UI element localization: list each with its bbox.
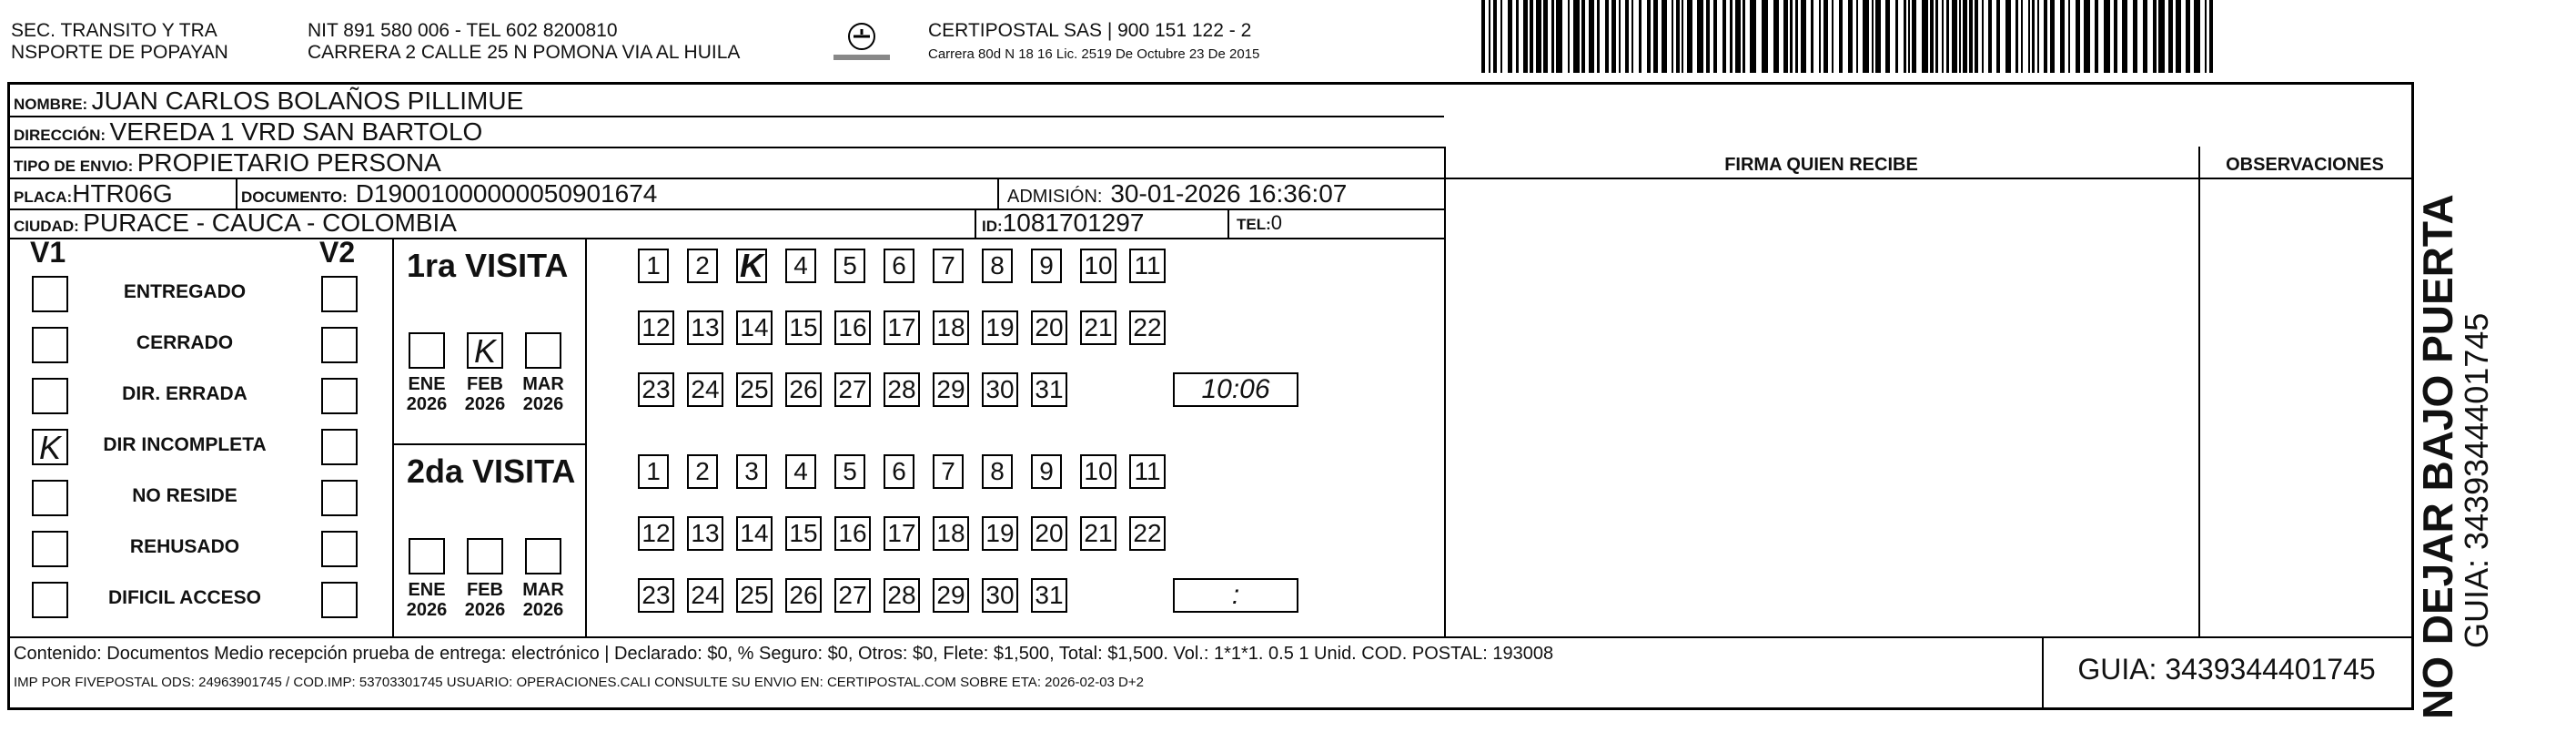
id-number: 1081701297 — [1002, 208, 1145, 237]
day-box[interactable]: 30 — [982, 372, 1018, 407]
month-checkbox[interactable] — [467, 538, 503, 574]
day-box[interactable]: 9 — [1031, 249, 1062, 283]
barcode-bar — [1523, 0, 1528, 73]
day-box[interactable]: 11 — [1129, 249, 1166, 283]
barcode-bar — [1647, 0, 1651, 73]
barcode-bar — [1750, 0, 1756, 73]
barcode-bar — [1823, 0, 1828, 73]
check-mark: K — [474, 332, 497, 370]
day-box[interactable]: 20 — [1031, 516, 1067, 551]
barcode-bar — [1908, 0, 1910, 73]
barcode-bar — [1619, 0, 1621, 73]
plate-row: PLACA:HTR06G — [14, 179, 173, 208]
status-option-label: REHUSADO — [129, 536, 240, 557]
barcode-bar — [1952, 0, 1957, 73]
barcode-bar — [1832, 0, 1834, 73]
barcode-bar — [2158, 0, 2165, 73]
sender-name-line1: SEC. TRANSITO Y TRA — [11, 20, 217, 41]
barcode-bar — [1819, 0, 1821, 73]
barcode-bar — [1872, 0, 1874, 73]
document-row: DOCUMENTO: D19001000000050901674 — [241, 179, 658, 208]
barcode-bar — [1676, 0, 1680, 73]
barcode-bar — [1500, 0, 1502, 73]
day-box[interactable]: 15 — [785, 516, 822, 551]
day-box[interactable]: 21 — [1080, 516, 1116, 551]
company-logo-icon — [830, 18, 894, 66]
admission-row: ADMISIÓN: 30-01-2026 16:36:07 — [1007, 179, 1348, 208]
day-box[interactable]: 6 — [884, 249, 914, 283]
barcode-bar — [1801, 0, 1806, 73]
barcode-bar — [2068, 0, 2070, 73]
admission-date: 30-01-2026 16:36:07 — [1110, 179, 1348, 208]
sender-address: CARRERA 2 CALLE 25 N POMONA VIA AL HUILA — [308, 42, 741, 63]
day-box[interactable]: 29 — [933, 372, 969, 407]
month-label: FEB 2026 — [464, 374, 506, 414]
day-box[interactable]: 9 — [1031, 454, 1062, 489]
day-box[interactable]: 6 — [884, 454, 914, 489]
barcode-bar — [1543, 0, 1548, 73]
visit-time-field[interactable]: 10:06 — [1173, 372, 1298, 407]
barcode-bar — [1508, 0, 1512, 73]
day-box[interactable]: 5 — [834, 454, 865, 489]
v1-checkbox[interactable] — [32, 429, 68, 465]
barcode-bar — [2028, 0, 2030, 73]
check-mark: K — [39, 429, 62, 466]
barcode-bar — [2114, 0, 2117, 73]
day-box[interactable]: 13 — [687, 310, 723, 345]
day-box[interactable]: 31 — [1031, 372, 1067, 407]
day-box[interactable]: 19 — [982, 516, 1018, 551]
barcode-bar — [1922, 0, 1928, 73]
barcode-bar — [2037, 0, 2039, 73]
city-row: CIUDAD: PURACE - CAUCA - COLOMBIA — [14, 208, 457, 237]
day-box[interactable]: 2 — [687, 454, 718, 489]
company-address: Carrera 80d N 18 16 Lic. 2519 De Octubre 23 De 2015 — [928, 46, 1260, 62]
barcode-bar — [2153, 0, 2157, 73]
day-box[interactable]: 14 — [736, 516, 773, 551]
visit-title: 2da VISITA — [407, 452, 576, 490]
status-option-label: DIR. ERRADA — [122, 383, 247, 404]
tel-number: 0 — [1270, 211, 1283, 234]
barcode-bar — [2176, 0, 2181, 73]
barcode-bar — [1762, 0, 1768, 73]
status-option-label: DIR INCOMPLETA — [103, 434, 267, 455]
day-box[interactable]: 16 — [834, 516, 871, 551]
day-box[interactable]: 19 — [982, 310, 1018, 345]
status-option-label: ENTREGADO — [123, 281, 247, 302]
day-box[interactable]: 4 — [785, 249, 816, 283]
observations-header: OBSERVACIONES — [2226, 155, 2384, 175]
day-box[interactable]: 13 — [687, 516, 723, 551]
barcode-bar — [1573, 0, 1580, 73]
barcode-bar — [2104, 0, 2110, 73]
barcode-bar — [1969, 0, 1973, 73]
v1-checkbox[interactable] — [32, 276, 68, 312]
company-name: CERTIPOSTAL SAS | 900 151 122 - 2 — [928, 20, 1252, 41]
day-box[interactable]: 17 — [884, 310, 920, 345]
barcode-bar — [1605, 0, 1609, 73]
month-checkbox[interactable] — [525, 332, 561, 369]
barcode-bar — [1935, 0, 1938, 73]
barcode-bar — [1904, 0, 1906, 73]
month-label: MAR 2026 — [522, 580, 564, 620]
barcode-bar — [1988, 0, 1992, 73]
month-checkbox[interactable] — [409, 538, 445, 574]
day-box[interactable]: 12 — [638, 310, 674, 345]
barcode-bar — [1697, 0, 1703, 73]
barcode-bar — [2005, 0, 2011, 73]
day-box[interactable]: 10 — [1080, 454, 1116, 489]
barcode-bar — [1790, 0, 1793, 73]
barcode-bar — [1875, 0, 1881, 73]
day-box[interactable]: 26 — [785, 578, 822, 613]
barcode-bar — [1743, 0, 1745, 73]
barcode-bar — [2044, 0, 2047, 73]
imp-line: IMP POR FIVEPOSTAL ODS: 24963901745 / COD.IMP: 53703301745 USUARIO: OPERACIONES.CALI CONSULTE SU ENVIO EN: CERTIPOSTAL.COM SOBRE ETA: 2026-02-03 D+2 — [14, 675, 1144, 690]
day-box[interactable]: 28 — [884, 372, 920, 407]
plate: HTR06G — [72, 179, 173, 208]
barcode-bar — [2021, 0, 2023, 73]
day-box[interactable] — [736, 249, 767, 283]
v2-checkbox[interactable] — [321, 429, 358, 465]
v2-checkbox[interactable] — [321, 531, 358, 567]
v1-checkbox[interactable] — [32, 378, 68, 414]
barcode-bar — [1912, 0, 1916, 73]
barcode-bar — [1773, 0, 1779, 73]
day-box[interactable]: 16 — [834, 310, 871, 345]
day-box[interactable]: 20 — [1031, 310, 1067, 345]
month-label: ENE 2026 — [406, 374, 448, 414]
v1-checkbox[interactable] — [32, 480, 68, 516]
day-box[interactable]: 22 — [1129, 310, 1166, 345]
barcode-bar — [1516, 0, 1519, 73]
barcode-bar — [1639, 0, 1642, 73]
day-box[interactable]: 7 — [933, 249, 964, 283]
barcode-bar — [1996, 0, 2000, 73]
day-box[interactable]: 5 — [834, 249, 865, 283]
day-box[interactable]: 2 — [687, 249, 718, 283]
barcode-bar — [1611, 0, 1616, 73]
barcode-bar — [1625, 0, 1629, 73]
day-box[interactable]: 7 — [933, 454, 964, 489]
month-checkbox[interactable] — [409, 332, 445, 369]
month-checkbox[interactable] — [525, 538, 561, 574]
status-option-label: DIFICIL ACCESO — [107, 587, 261, 608]
side-guia: GUIA: 3439344401745 — [2458, 312, 2495, 648]
barcode-bar — [1930, 0, 1934, 73]
day-box[interactable]: 24 — [687, 578, 723, 613]
day-box[interactable]: 23 — [638, 372, 674, 407]
barcode-bar — [1722, 0, 1726, 73]
day-box[interactable]: 1 — [638, 249, 669, 283]
barcode-bar — [2032, 0, 2035, 73]
signature-header: FIRMA QUIEN RECIBE — [1724, 155, 1918, 175]
barcode-bar — [1735, 0, 1741, 73]
barcode-bar — [2186, 0, 2190, 73]
sender-nit: NIT 891 580 006 - TEL 602 8200810 — [308, 20, 618, 41]
barcode-bar — [1856, 0, 1858, 73]
day-box[interactable]: 18 — [933, 310, 969, 345]
barcode-bar — [1489, 0, 1490, 73]
barcode-bar — [1730, 0, 1732, 73]
visit-title: 1ra VISITA — [407, 247, 569, 284]
barcode-bar — [2084, 0, 2090, 73]
barcode-bar — [1783, 0, 1788, 73]
v2-checkbox[interactable] — [321, 480, 358, 516]
v2-checkbox[interactable] — [321, 582, 358, 618]
barcode-bar — [1942, 0, 1944, 73]
barcode-bar — [1963, 0, 1967, 73]
day-box[interactable]: 18 — [933, 516, 969, 551]
day-box[interactable]: 3 — [736, 454, 767, 489]
day-box[interactable]: 29 — [933, 578, 969, 613]
barcode-bar — [1811, 0, 1813, 73]
id-row: ID:1081701297 — [982, 208, 1145, 237]
month-label: ENE 2026 — [406, 580, 448, 620]
day-box[interactable]: 21 — [1080, 310, 1116, 345]
barcode-bar — [2122, 0, 2127, 73]
v1-checkbox[interactable] — [32, 531, 68, 567]
barcode-bar — [1556, 0, 1562, 73]
recipient-address-row: DIRECCIÓN: VEREDA 1 VRD SAN BARTOLO — [14, 117, 483, 146]
day-box[interactable]: 24 — [687, 372, 723, 407]
barcode-bar — [1982, 0, 1984, 73]
day-box[interactable]: 17 — [884, 516, 920, 551]
status-option-label: CERRADO — [136, 332, 234, 353]
barcode-bar — [1481, 0, 1485, 73]
contents-line: Contenido: Documentos Medio recepción prueba de entrega: electrónico | Declarado: $0, % Seguro: $0, Otros: $0, Flete: $1,500, Total: $1,500. Vol.: 1*1*1. 0.5 1 Unid. COD. POSTAL: 193008 — [14, 644, 1554, 664]
barcode-bar — [1662, 0, 1667, 73]
day-box[interactable]: 4 — [785, 454, 816, 489]
side-vertical-text — [2416, 194, 2494, 719]
barcode-bar — [2209, 0, 2213, 73]
v2-checkbox[interactable] — [321, 276, 358, 312]
barcode-bar — [2015, 0, 2018, 73]
barcode-bar — [2168, 0, 2173, 73]
day-box[interactable]: 8 — [982, 249, 1013, 283]
barcode-bar — [2050, 0, 2055, 73]
day-box[interactable]: 8 — [982, 454, 1013, 489]
v1-checkbox[interactable] — [32, 582, 68, 618]
barcode-bar — [2143, 0, 2147, 73]
barcode-bar — [1885, 0, 1890, 73]
ship-type-row: TIPO DE ENVIO: PROPIETARIO PERSONA — [14, 148, 441, 177]
barcode-bar — [2076, 0, 2080, 73]
barcode-bar — [2194, 0, 2200, 73]
day-box[interactable]: 23 — [638, 578, 674, 613]
barcode-bar — [1713, 0, 1717, 73]
v1-checkbox[interactable] — [32, 327, 68, 363]
barcode-bar — [1959, 0, 1961, 73]
v2-label: V2 — [319, 236, 356, 269]
barcode — [1481, 0, 2223, 73]
recipient-address: VEREDA 1 VRD SAN BARTOLO — [109, 117, 483, 146]
barcode-bar — [2060, 0, 2065, 73]
barcode-bar — [2133, 0, 2137, 73]
barcode-bar — [1895, 0, 1898, 73]
barcode-bar — [1589, 0, 1594, 73]
day-box[interactable]: 11 — [1129, 454, 1166, 489]
day-box[interactable]: 25 — [736, 372, 773, 407]
barcode-bar — [2095, 0, 2098, 73]
barcode-bar — [1706, 0, 1710, 73]
barcode-bar — [1530, 0, 1533, 73]
day-box[interactable]: 28 — [884, 578, 920, 613]
day-box[interactable]: 22 — [1129, 516, 1166, 551]
warning-no-dejar: NO DEJAR BAJO PUERTA — [2414, 194, 2461, 719]
barcode-bar — [1653, 0, 1658, 73]
barcode-bar — [1839, 0, 1843, 73]
delivery-form — [7, 82, 2414, 710]
barcode-bar — [1863, 0, 1869, 73]
v2-checkbox[interactable] — [321, 327, 358, 363]
day-box[interactable]: 30 — [982, 578, 1018, 613]
ship-type: PROPIETARIO PERSONA — [136, 148, 441, 177]
month-label: MAR 2026 — [522, 374, 564, 414]
barcode-bar — [1536, 0, 1541, 73]
month-label: FEB 2026 — [464, 580, 506, 620]
day-box[interactable]: 26 — [785, 372, 822, 407]
barcode-bar — [1631, 0, 1633, 73]
day-box[interactable]: 12 — [638, 516, 674, 551]
barcode-bar — [1682, 0, 1683, 73]
barcode-bar — [1568, 0, 1570, 73]
tel-row: TEL:0 — [1237, 211, 1283, 234]
day-box[interactable]: 15 — [785, 310, 822, 345]
barcode-bar — [1597, 0, 1600, 73]
day-box[interactable]: 14 — [736, 310, 773, 345]
day-box[interactable]: 27 — [834, 578, 871, 613]
v2-checkbox[interactable] — [321, 378, 358, 414]
sender-name-line2: NSPORTE DE POPAYAN — [11, 42, 228, 63]
status-option-label: NO RESIDE — [132, 485, 237, 506]
v1-label: V1 — [30, 236, 66, 269]
recipient-name: JUAN CARLOS BOLAÑOS PILLIMUE — [91, 86, 524, 115]
day-box[interactable]: 25 — [736, 578, 773, 613]
day-box[interactable]: 10 — [1080, 249, 1116, 283]
month-checkbox[interactable] — [467, 332, 503, 369]
barcode-bar — [1551, 0, 1554, 73]
check-mark: K — [740, 247, 763, 284]
barcode-bar — [1493, 0, 1497, 73]
barcode-bar — [1672, 0, 1673, 73]
barcode-bar — [1687, 0, 1692, 73]
day-box[interactable]: 27 — [834, 372, 871, 407]
day-box[interactable]: 1 — [638, 454, 669, 489]
day-box[interactable]: 31 — [1031, 578, 1067, 613]
barcode-bar — [2205, 0, 2207, 73]
barcode-bar — [1581, 0, 1585, 73]
barcode-bar — [1848, 0, 1853, 73]
document-number: D19001000000050901674 — [355, 179, 658, 208]
city: PURACE - CAUCA - COLOMBIA — [83, 208, 457, 237]
barcode-bar — [1946, 0, 1949, 73]
visit-time-field[interactable]: : — [1173, 578, 1298, 613]
recipient-name-row: NOMBRE: JUAN CARLOS BOLAÑOS PILLIMUE — [14, 86, 524, 115]
barcode-bar — [1975, 0, 1978, 73]
barcode-bar — [1795, 0, 1798, 73]
footer-guia: GUIA: 3439344401745 — [2077, 653, 2376, 686]
